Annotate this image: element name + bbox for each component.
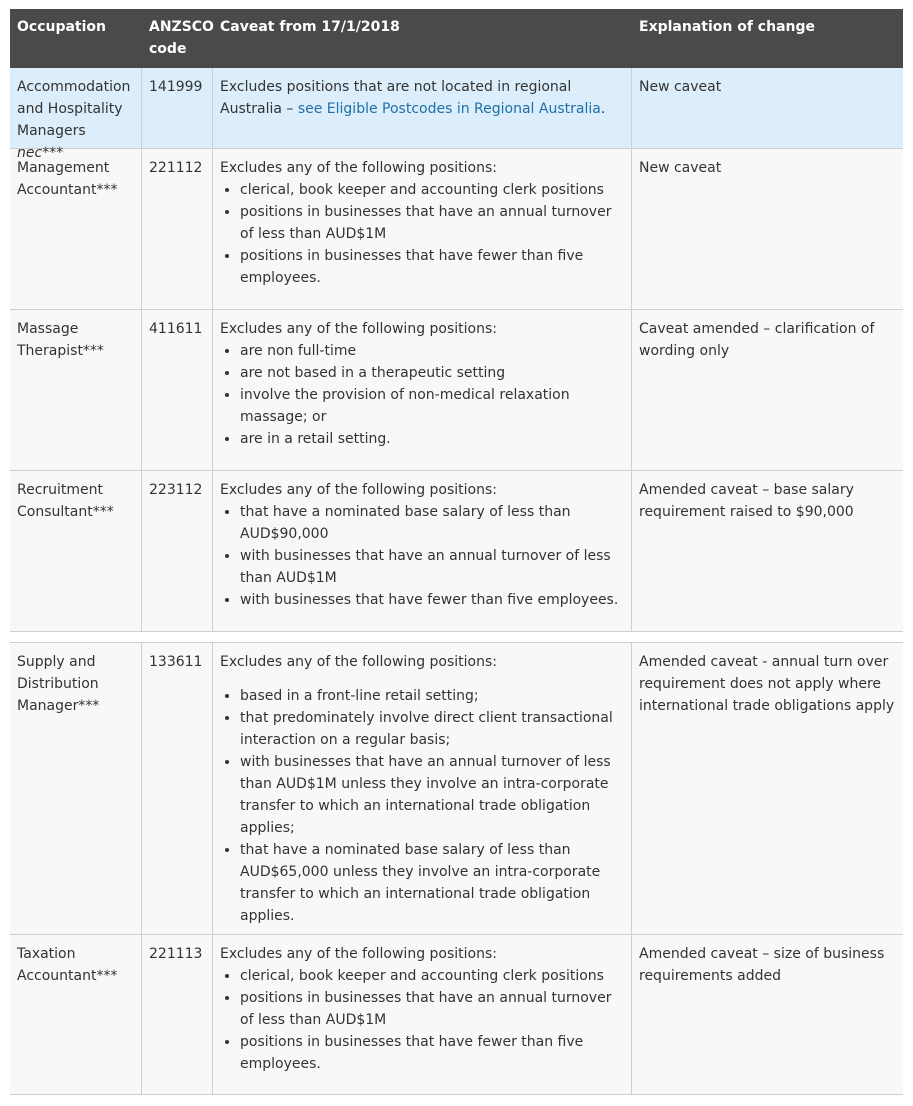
- caveat-bullet: • with businesses that have fewer than five employees.: [240, 589, 624, 611]
- caveat-bullet: • positions in businesses that have an annual turnover of less than AUD$1M: [240, 987, 624, 1031]
- explanation-cell: New caveat: [639, 160, 722, 176]
- caveat-bullet: • clerical, book keeper and accounting clerk positions: [240, 179, 624, 201]
- caveat-intro: Excludes any of the following positions:: [220, 482, 497, 498]
- caveat-bullet: • based in a front-line retail setting;: [240, 685, 624, 707]
- anzsco-code: 221113: [142, 935, 213, 1094]
- caveat-bullet: • involve the provision of non-medical relaxation massage; or: [240, 384, 624, 428]
- caveat-list: [220, 685, 624, 927]
- table-row: [10, 935, 903, 1095]
- caveat-cell: [213, 149, 632, 309]
- caveats-table: [10, 9, 903, 1095]
- header-occupation: Occupation: [17, 19, 107, 35]
- caveat-intro: Excludes any of the following positions:: [220, 321, 497, 337]
- caveat-cell: [213, 935, 632, 1094]
- caveat-intro: Excludes any of the following positions:: [220, 946, 497, 962]
- header-explanation: Explanation of change: [639, 19, 816, 35]
- table-row: [10, 310, 903, 471]
- caveat-cell: [213, 471, 632, 631]
- caveat-bullet: • are not based in a therapeutic setting: [240, 362, 624, 384]
- caveat-period: .: [600, 101, 606, 117]
- occupation-cell: Taxation Accountant***: [10, 935, 142, 1094]
- occupation-cell: Supply and Distribution Manager***: [10, 643, 142, 934]
- explanation-cell: Amended caveat – base salary requirement raised to $90,000: [639, 482, 854, 520]
- caveat-bullet: • positions in businesses that have fewer than five employees.: [240, 245, 624, 289]
- anzsco-code: 221112: [142, 149, 213, 309]
- caveat-list: [220, 340, 624, 450]
- anzsco-code: 223112: [142, 471, 213, 631]
- occupation-cell: Management Accountant***: [10, 149, 142, 309]
- explanation-cell: Amended caveat - annual turn over requirement does not apply where international trade obligations apply: [639, 654, 895, 714]
- table-row: [10, 149, 903, 310]
- caveat-intro: Excludes any of the following positions:: [220, 654, 497, 670]
- anzsco-code: 141999: [142, 68, 213, 148]
- caveat-list: [220, 179, 624, 289]
- occupation-cell: [10, 68, 142, 161]
- anzsco-code: 411611: [142, 310, 213, 470]
- caveat-intro: Excludes any of the following positions:: [220, 160, 497, 176]
- occupation-cell: Recruitment Consultant***: [10, 471, 142, 631]
- caveat-bullet: • positions in businesses that have an annual turnover of less than AUD$1M: [240, 201, 624, 245]
- table-gap: [10, 632, 903, 643]
- caveat-bullet: • that have a nominated base salary of less than AUD$65,000 unless they involve an intra-corporate transfer to which an international trade obligation applies.: [240, 839, 624, 927]
- occupation-text: Accommodation and Hospitality Managers: [17, 79, 131, 139]
- caveat-bullet: • clerical, book keeper and accounting clerk positions: [240, 965, 624, 987]
- explanation-cell: Amended caveat – size of business requirements added: [639, 946, 885, 984]
- eligible-postcodes-link[interactable]: see Eligible Postcodes in Regional Australia: [297, 101, 601, 117]
- anzsco-code: 133611: [142, 643, 213, 934]
- caveat-cell: [213, 643, 632, 934]
- caveat-bullet: • that predominately involve direct client transactional interaction on a regular basis;: [240, 707, 624, 751]
- header-caveat: Caveat from 17/1/2018: [220, 19, 400, 35]
- caveat-text: Excludes positions that are not located in regional Australia –: [220, 79, 572, 117]
- header-anzsco: ANZSCO code: [149, 19, 214, 57]
- caveat-bullet: • that have a nominated base salary of less than AUD$90,000: [240, 501, 624, 545]
- table-header-row: [10, 9, 903, 68]
- caveat-bullet: • are in a retail setting.: [240, 428, 624, 450]
- occupation-cell: Massage Therapist***: [10, 310, 142, 470]
- caveat-list: [220, 965, 624, 1075]
- caveat-cell: [213, 68, 632, 148]
- caveat-bullet: • positions in businesses that have fewer than five employees.: [240, 1031, 624, 1075]
- table-row: [10, 68, 903, 161]
- occupation-stars: ***: [42, 145, 64, 161]
- caveat-bullet: • with businesses that have an annual turnover of less than AUD$1M unless they involve an intra-corporate transfer to which an international trade obligation applies;: [240, 751, 624, 839]
- caveat-bullet: • with businesses that have an annual turnover of less than AUD$1M: [240, 545, 624, 589]
- caveat-list: [220, 501, 624, 611]
- table-row: [10, 471, 903, 632]
- table-row: [10, 643, 903, 935]
- caveat-bullet: • are non full-time: [240, 340, 624, 362]
- occupation-nec: nec: [17, 145, 43, 161]
- explanation-cell: Caveat amended – clarification of wording only: [639, 321, 875, 359]
- explanation-cell: New caveat: [639, 79, 722, 95]
- caveat-cell: [213, 310, 632, 470]
